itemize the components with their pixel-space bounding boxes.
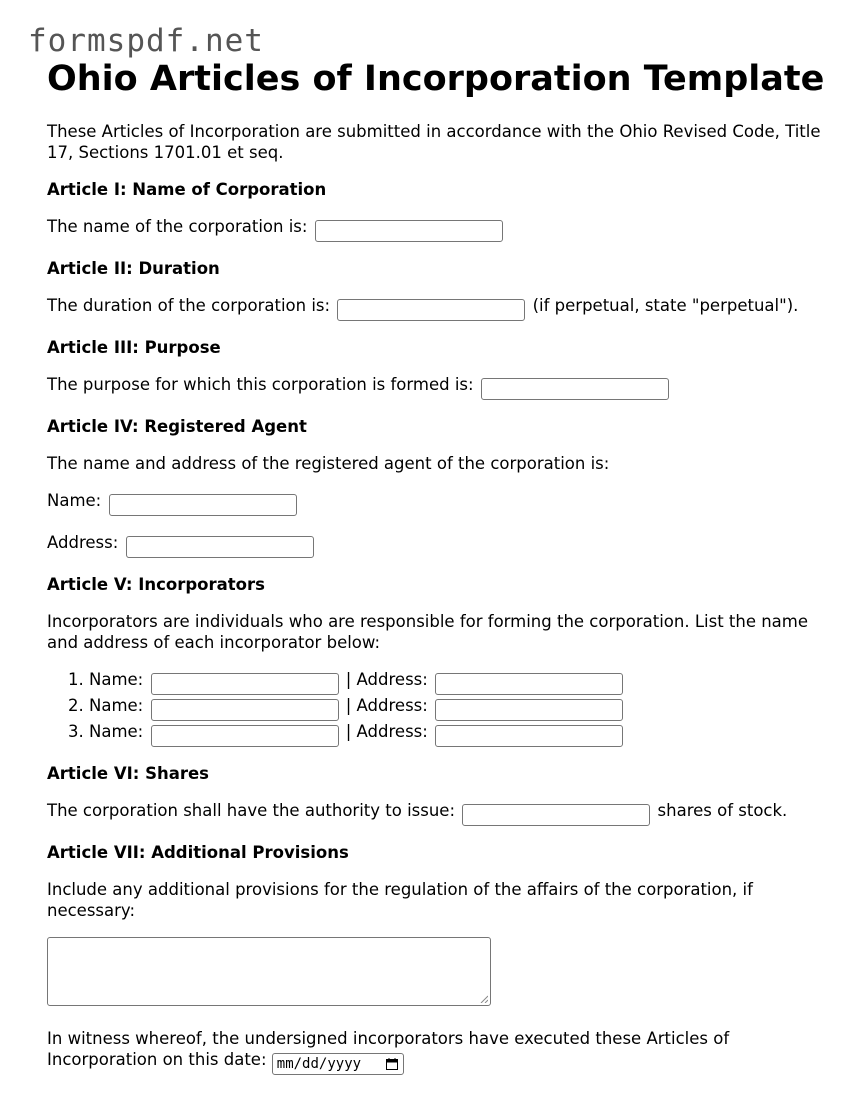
incorporators-text: Incorporators are individuals who are responsible for forming the corporation. List the name and address of each incorporator below: [47, 612, 809, 652]
duration-input[interactable] [337, 299, 525, 321]
article-4-heading: Article IV: Registered Agent [47, 417, 307, 436]
agent-address-line [47, 532, 827, 558]
additional-provisions-textarea[interactable] [47, 937, 491, 1006]
date-placeholder: mm/dd/yyyy [276, 1056, 362, 1072]
incorporator-2-address-input[interactable] [435, 699, 623, 721]
page-title: Ohio Articles of Incorporation Template [47, 59, 825, 99]
incorporator-name-label: Name: [89, 670, 144, 689]
incorporator-row [89, 721, 827, 747]
incorporator-address-label: | Address: [345, 670, 428, 689]
registered-agent-text: The name and address of the registered agent of the corporation is: [47, 454, 610, 473]
incorporator-1-name-input[interactable] [151, 673, 339, 695]
article-1-heading: Article I: Name of Corporation [47, 180, 327, 199]
incorporators-list [47, 669, 827, 747]
witness-text: In witness whereof, the undersigned incorporators have executed these Articles of Incorporation on this date: [47, 1029, 730, 1069]
article-7-heading: Article VII: Additional Provisions [47, 843, 349, 862]
shares-suffix: shares of stock. [657, 801, 788, 820]
duration-note: (if perpetual, state "perpetual"). [532, 296, 799, 315]
additional-provisions-text: Include any additional provisions for the regulation of the affairs of the corporation, if necessary: [47, 880, 753, 920]
incorporator-row [89, 695, 827, 721]
agent-name-label: Name: [47, 491, 102, 510]
article-3-line [47, 374, 827, 400]
article-2-line [47, 295, 827, 321]
agent-name-line [47, 490, 827, 516]
incorporator-row [89, 669, 827, 695]
corporation-name-label: The name of the corporation is: [47, 217, 308, 236]
article-3-heading: Article III: Purpose [47, 338, 221, 357]
corporation-name-input[interactable] [315, 220, 503, 242]
article-6-heading: Article VI: Shares [47, 764, 209, 783]
agent-address-label: Address: [47, 533, 119, 552]
shares-label: The corporation shall have the authority to issue: [47, 801, 456, 820]
incorporator-address-label: | Address: [345, 722, 428, 741]
agent-address-input[interactable] [126, 536, 314, 558]
shares-input[interactable] [462, 804, 650, 826]
article-5-heading: Article V: Incorporators [47, 575, 265, 594]
incorporator-1-address-input[interactable] [435, 673, 623, 695]
calendar-icon[interactable] [386, 1058, 398, 1070]
agent-name-input[interactable] [109, 494, 297, 516]
incorporator-address-label: | Address: [345, 696, 428, 715]
incorporator-3-name-input[interactable] [151, 725, 339, 747]
intro-text: These Articles of Incorporation are submitted in accordance with the Ohio Revised Code, Title 17, Sections 1701.01 et seq. [47, 122, 821, 162]
resize-grip-icon[interactable] [480, 995, 488, 1003]
incorporator-3-address-input[interactable] [435, 725, 623, 747]
watermark: formspdf.net [28, 23, 264, 59]
purpose-input[interactable] [481, 378, 669, 400]
witness-line [47, 1028, 827, 1075]
form-body [47, 121, 827, 1075]
article-2-heading: Article II: Duration [47, 259, 220, 278]
purpose-label: The purpose for which this corporation is formed is: [47, 375, 474, 394]
incorporator-name-label: Name: [89, 722, 144, 741]
duration-label: The duration of the corporation is: [47, 296, 331, 315]
date-input[interactable] [272, 1053, 404, 1075]
incorporator-2-name-input[interactable] [151, 699, 339, 721]
article-6-line [47, 800, 827, 826]
incorporator-name-label: Name: [89, 696, 144, 715]
article-1-line [47, 216, 827, 242]
